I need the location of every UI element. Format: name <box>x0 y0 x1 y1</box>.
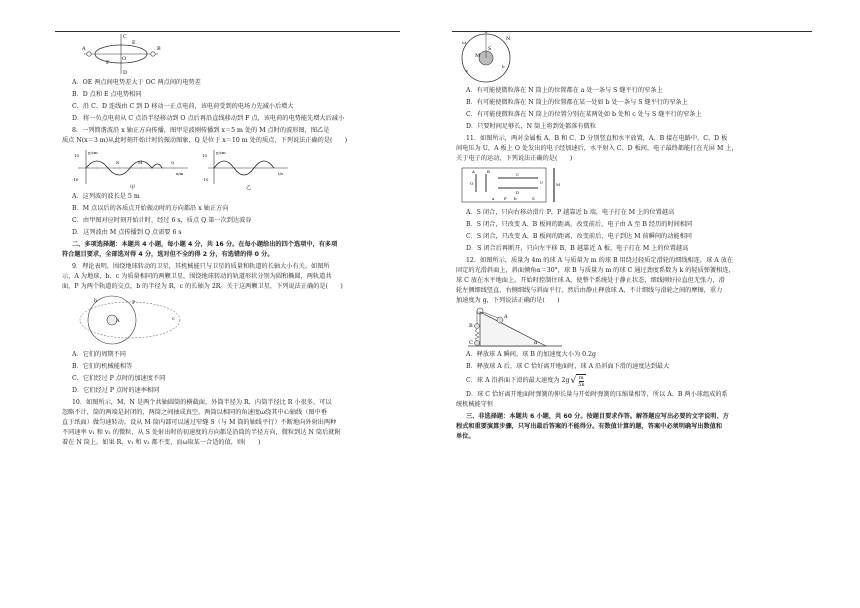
q10-stem-5: 着在 N 筒上。如果 R、v₁ 和 v₂ 都不变，而ω取某一合适的值，则( ) <box>62 439 261 446</box>
q11-stem-2: 间电压为 U，A 板上 O 处发出的电子经加速后，水平射入 C、D 板间，电子最终都能打在光屏 M 上， <box>456 145 738 152</box>
q11-stem-3: 关于电子的运动，下列说法正确的是( ) <box>456 155 573 162</box>
q9-label-p: P <box>132 300 136 306</box>
q11-label-o: O <box>470 181 474 186</box>
fraction-numerator: m <box>578 375 584 381</box>
q11-label-u: U <box>540 180 544 185</box>
q9-option-d: D．它们经过 P 点时的速率相同 <box>72 387 160 394</box>
q11-option-d: D．S 闭合后再断开，只向左平移 B，B 越靠近 A 板，电子打在 M 上的位置越高 <box>466 245 689 252</box>
q8-wave-graph <box>72 148 192 190</box>
q12-label-b: B <box>469 323 473 329</box>
q10-label-m: M <box>475 53 481 59</box>
q8-stem-2: 质点 N(x＝3 m)从此时刻开始计时的振动图象，Q 是位于 x＝10 m 处的质点，下列说法正确的是( ) <box>62 137 348 144</box>
q7-label-d: D <box>123 70 128 76</box>
q8-point-q: Q <box>171 160 175 165</box>
q11-circuit-figure <box>458 164 568 208</box>
q7-label-f: F <box>106 60 110 66</box>
q12-option-d: D．球 C 恰好离开地面时弹簧的伸长量与开始时弹簧的压缩量相等，所以 A、B 两小球组成的系 <box>466 391 728 398</box>
q8-amp-bottom-right: -10 <box>202 177 209 182</box>
q8-stem-1: 8．一列简谐波沿 x 轴正方向传播，图甲是波刚传播到 x＝5 m 处的 M 点时的波形图，图乙是 <box>72 127 330 134</box>
q9-option-a: A．它们的周期不同 <box>72 351 126 358</box>
q8-option-a: A．这列波的波长是 5 m <box>72 193 140 200</box>
left-column <box>62 30 402 448</box>
q9-option-c: C．它们经过 P 点时的加速度不同 <box>72 375 166 382</box>
q8-axis-t-right: t/s <box>278 171 284 176</box>
q8-axis-y-right: y/cm <box>216 150 226 155</box>
section3-heading-2: 程式和重要演算步骤，只写出最后答案的不能得分。有数值计算的题，答案中必须明确写出数值和 <box>456 423 723 430</box>
q9-label-c: c <box>172 316 175 322</box>
q8-axis-x-left: x/m <box>176 171 184 176</box>
q9-stem-2: 示，A 为地球，b、c 为质量相同的两颗卫星，围绕地球转动的轨道形状分别为圆和椭圆，两轨道共 <box>62 273 332 280</box>
q7-option-b: B．D 点和 E 点电势相同 <box>72 91 142 98</box>
q11-label-c: C <box>516 172 520 177</box>
q8-axis-y-left: y/cm <box>88 150 98 155</box>
q7-figure <box>76 30 166 78</box>
right-column <box>456 30 796 442</box>
q7-option-d: D．将一负点电荷从 C 点沿半径移动到 O 点后再沿直线移动到 F 点，该电荷的电势能先增大后减小 <box>72 115 345 122</box>
q12-option-c-text: C．球 A 沿斜面下滑的最大速度为 2g <box>466 377 570 384</box>
q10-label-s: S <box>488 46 492 52</box>
q10-option-d: D．只要时间足够长，N 筒上将到处都落有微粒 <box>466 123 596 130</box>
q10-option-b: B．有可能使微粒落在 N 筒上的位置都在某一处如 b 处一条与 S 缝平行的窄条上 <box>466 99 688 106</box>
q10-label-a: a <box>485 30 488 34</box>
q12-option-b: B．释放球 A 后，球 C 恰好离开地面时，球 A 沿斜面下滑的速度达到最大 <box>466 363 670 370</box>
q8-amp-top-right: 10 <box>202 153 208 158</box>
q8-option-b: B．M 点以后的各质点开始振动时的方向都沿 x 轴正方向 <box>72 205 229 212</box>
q7-label-c: C <box>123 34 127 40</box>
q11-option-c: C．S 闭合，只改变 A、B 板间的距离，改变前后，电子到达 M 前瞬间的动能相同 <box>466 233 692 240</box>
q9-orbit-figure <box>72 292 182 350</box>
q9-option-b: B．它们的机械能相等 <box>72 363 133 370</box>
q12-fraction <box>576 374 586 388</box>
q9-stem-3: 面，P 为两个轨道的交点，b 的半径为 R，c 的长轴为 2R。关于这两颗卫星，下列说法正确的是( ) <box>62 283 343 290</box>
q9-label-b: b <box>94 298 98 304</box>
q11-option-a: A．S 闭合，只向右移动滑片 P，P 越靠近 b 端，电子打在 M 上的位置越高 <box>466 209 675 216</box>
q11-stem-1: 11．如图所示，两对金属板 A、B 和 C、D 分别竖直和水平放置，A、B 接在电路中，C、D 板 <box>466 135 728 142</box>
q10-stem-1: 10．如图所示，M、N 是两个共轴圆筒的横截面，外筒半径为 R，内筒半径比 R 小很多，可以 <box>72 399 332 406</box>
q7-option-a: A．OE 两点间电势差大于 OC 两点间的电势差 <box>72 79 201 86</box>
q8-option-d: D．这列波由 M 点传播到 Q 点需要 6 s <box>72 229 182 236</box>
section3-heading-1: 三、非选择题：本题共 6 小题，共 60 分。按题目要求作答。解答题应写出必要的文字说明、方 <box>466 413 729 420</box>
q12-label-alpha: α <box>534 340 538 346</box>
q10-label-n: N <box>506 36 511 42</box>
q12-stem-1: 12．如图所示，质量为 4m 的球 A 与质量为 m 的球 B 用绕过轻质定滑轮的细线相连，球 A 放在 <box>466 257 734 264</box>
q10-option-a: A．有可能使微粒落在 N 筒上的位置都在 a 处一条与 S 缝平行的窄条上 <box>466 87 663 94</box>
q12-label-a: A <box>504 314 508 320</box>
q11-label-a-small: a <box>492 196 495 201</box>
q8-vibration-graph <box>202 148 292 190</box>
q11-label-a: A <box>472 169 475 174</box>
q11-label-d: D <box>516 190 520 195</box>
q10-stem-4: 不同速率 v₁ 和 v₂ 的微粒，从 S 处射出时的初速度的方向都是沿筒的半径方向，微粒到达 N 筒后就附 <box>62 429 341 436</box>
q7-label-b: B <box>157 46 161 52</box>
q8-caption-right: 乙 <box>246 185 252 190</box>
q11-label-m: M <box>556 182 561 187</box>
sqrt-symbol: √ <box>570 376 577 386</box>
q7-label-e: E <box>132 40 136 46</box>
q12-stem-3: 球 C 放在水平地面上。开始时控制住球 A，使整个系统处于静止状态，细线刚好拉直但无张力，滑 <box>456 277 725 284</box>
section2-heading-2: 符合题目要求，全部选对得 4 分，选对但不全的得 2 分，有选错的得 0 分。 <box>62 251 274 258</box>
q8-point-m: M <box>138 160 143 165</box>
q10-stem-2: 忽略不计，筒的两端是封闭的，两筒之间抽成真空。两筒以相同的角速度ω绕其中心轴线（图中垂 <box>62 409 327 416</box>
fraction-denominator: 5k <box>578 382 585 388</box>
q12-option-c <box>466 374 796 388</box>
q10-label-b: b <box>502 64 505 69</box>
q12-option-d-2: 统机械能守恒 <box>456 401 494 408</box>
q12-stem-4: 轮左侧细线竖直、右侧细线与斜面平行，然后由静止释放球 A，不计细线与滑轮之间的摩擦，重力 <box>456 287 723 294</box>
q9-stem-1: 9．理论表明，围绕地球转动的卫星，其机械能只与卫星的质量和轨道的长轴大小有关。如图所 <box>72 263 330 270</box>
q8-caption-left: 甲 <box>130 185 136 190</box>
q11-label-b-small: b <box>514 196 517 201</box>
q11-label-p: P <box>504 196 507 201</box>
q8-option-c: C．由甲图对应时刻开始计时，经过 6 s，质点 Q 第一次到达波谷 <box>72 217 252 224</box>
q8-figures <box>72 148 402 190</box>
q11-label-b: B <box>487 169 490 174</box>
q12-stem-5: 加速度为 g，下列说法正确的是( ) <box>456 297 560 304</box>
q12-incline-figure <box>466 306 566 350</box>
q10-option-c: C．有可能使微粒落在 N 筒上的位置分别在某两处如 b 处和 c 处与 S 缝平行的窄条上 <box>466 111 702 118</box>
q7-option-c: C．沿 C、D 连线由 C 到 D 移动一正点电荷，该电荷受到的电场力先减小后增大 <box>72 103 294 110</box>
q11-option-b: B．S 闭合，只改变 A、B 板间的距离，改变前后，电子由 A 至 B 经历的时间相同 <box>466 221 693 228</box>
q8-amp-top-left: 10 <box>74 153 80 158</box>
q12-label-c: C <box>469 340 473 346</box>
q10-label-c: c <box>466 68 469 73</box>
q7-label-o: O <box>122 56 127 62</box>
q10-label-omega: ω <box>462 40 467 46</box>
q9-label-a: A <box>116 318 120 324</box>
q12-stem-2: 固定的光滑斜面上，斜面倾角α＝30°，球 B 与质量为 m 的球 C 通过劲度系数为 k 的轻质弹簧相连， <box>456 267 735 274</box>
q10-cylinder-figure <box>458 30 518 86</box>
q12-option-a: A．释放球 A 瞬间，球 B 的加速度大小为 0.2g <box>466 351 596 358</box>
q8-point-n: N <box>116 160 120 165</box>
q10-stem-3: 直于纸面）做匀速转动。设从 M 筒内部可以通过窄缝 S（与 M 筒的轴线平行）不断地向外射出两种 <box>62 419 337 426</box>
q11-label-s: S <box>532 196 535 201</box>
section3-heading-3: 单位。 <box>456 433 475 440</box>
q8-amp-bottom-left: -10 <box>72 177 79 182</box>
q7-label-a: A <box>82 46 86 52</box>
section2-heading: 二、多项选择题：本题共 4 小题，每小题 4 分，共 16 分。在每小题给出的四个选项中，有多项 <box>72 241 338 248</box>
